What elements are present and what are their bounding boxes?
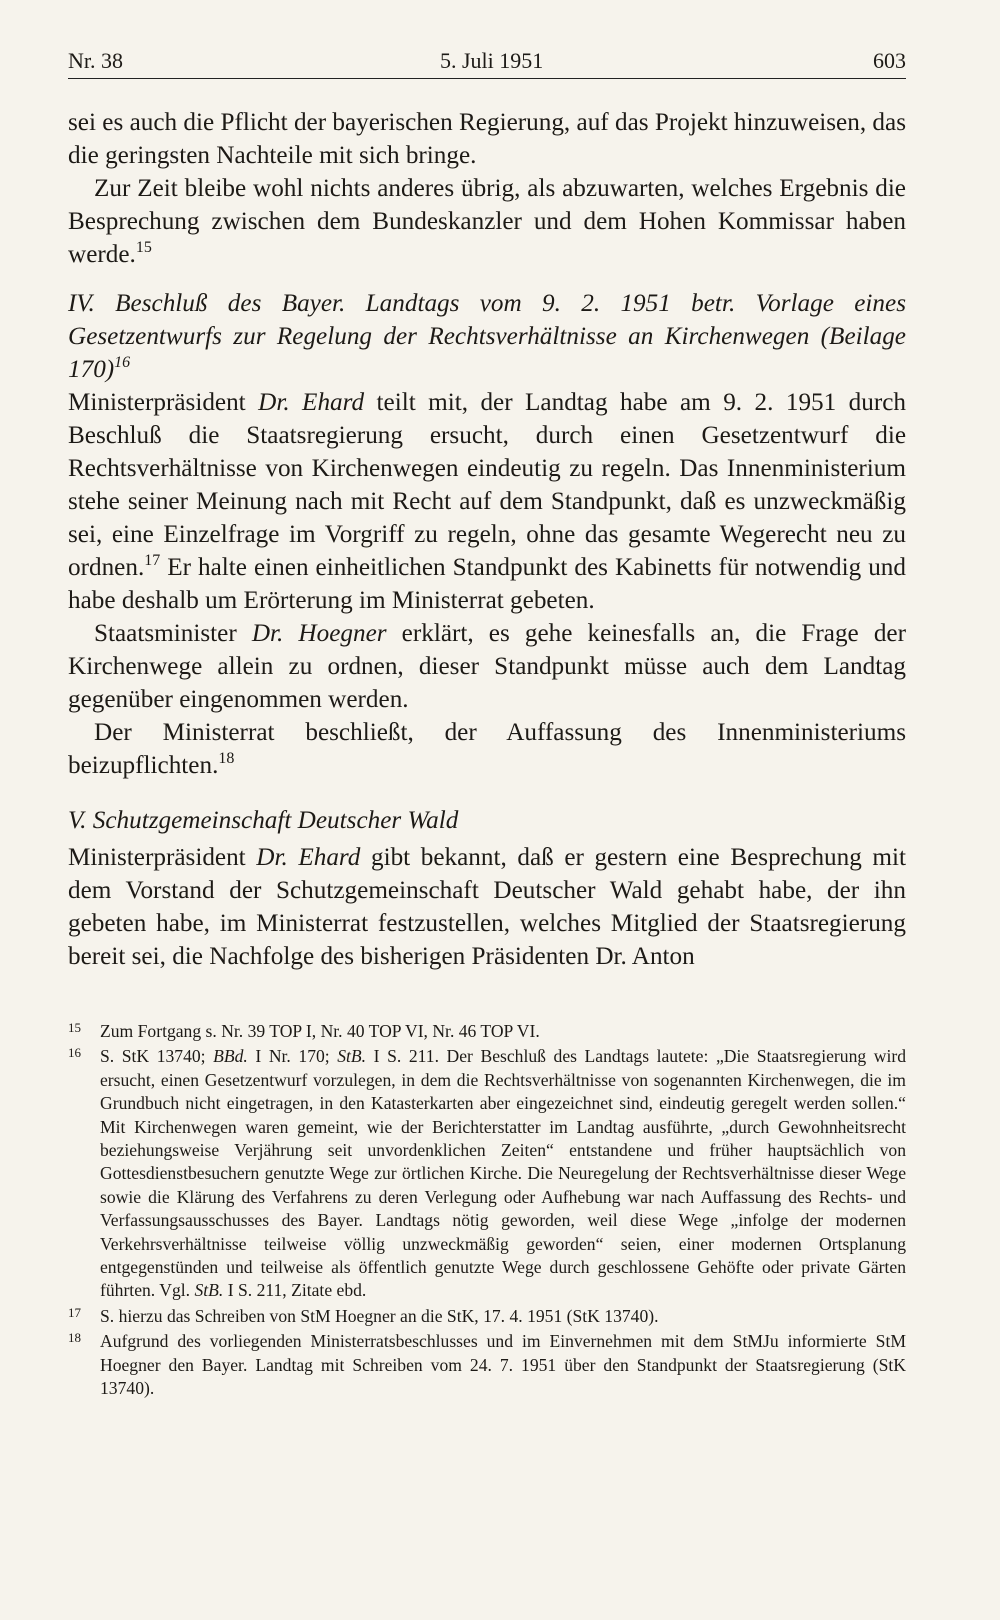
section-heading-v: V. Schutzgemeinschaft Deutscher Wald bbox=[68, 807, 459, 834]
running-header bbox=[68, 44, 906, 79]
section-heading-iv: IV. Beschluß des Bayer. Landtags vom 9. 2. 1951 betr. Vorlage eines Gesetzentwurfs zur Regelung der Rechtsverhältnisse an Kirchenwegen (Beilage 170)$^{16}$ bbox=[68, 290, 906, 383]
footnotes bbox=[68, 1020, 906, 1403]
footnote-ref: 15 bbox=[135, 239, 152, 256]
page-number: 603 bbox=[873, 48, 906, 73]
footnote-ref: 18 bbox=[218, 750, 235, 767]
paragraph: Zur Zeit bleibe wohl nichts anderes übrig, als abzuwarten, welches Ergebnis die Besprechung zwischen dem Bundeskanzler und dem Hohen Kommissar haben werde.$^{15}$ bbox=[68, 175, 906, 268]
footnote-ref: 17 bbox=[144, 552, 161, 569]
footnote: 18 Aufgrund des vorliegenden Ministerratsbeschlusses und im Einvernehmen mit dem StMJu informierte StM Hoegner den Bayer. Landtag mit Schreiben vom 24. 7. 1951 über den Standpunkt der Staatsregierung (StK 13740). bbox=[68, 1330, 906, 1399]
speaker-name: Dr. Ehard bbox=[258, 389, 365, 416]
resolution: Der Ministerrat beschließt, der Auffassung des Innenministeriums beizupflichten.$^{18}$ bbox=[68, 719, 906, 779]
footnote: 17 S. hierzu das Schreiben von StM Hoegner an die StK, 17. 4. 1951 (StK 13740). bbox=[68, 1304, 659, 1326]
document-number: Nr. 38 bbox=[68, 48, 123, 73]
paragraph: sei es auch die Pflicht der bayerischen Regierung, auf das Projekt hinzuweisen, das die geringsten Nachteile mit sich bringe. bbox=[68, 109, 906, 169]
footnote: 15 Zum Fortgang s. Nr. 39 TOP I, Nr. 40 TOP VI, Nr. 46 TOP VI. bbox=[68, 1020, 540, 1041]
footnote-ref: 16 bbox=[114, 354, 131, 371]
speaker-name: Dr. Ehard bbox=[256, 844, 361, 871]
footnote: 16 S. StK 13740; BBd. I Nr. 170; StB. I S. 211. Der Beschluß des Landtags lautete: „Die Staatsregierung wird ersucht, einen Gesetzentwurf vorzulegen, in dem die Rechtsverhältnisse von sogenannten Kirchenwegen, die im Grundbuch nicht eingetragen, in den Katasterkarten aber eingezeichnet sind, eindeutig geregelt werden sollen.“ Mit Kirchenwegen waren gemeint, wie der Berichterstatter im Landtag ausführte, „durch Gewohnheitsrecht beziehungsweise Verjährung seit unvordenklichen Zeiten“ entstandene und früher hauptsächlich von Gottesdienstbesuchern genutzte Wege zur örtlichen Kirche. Die Neuregelung der Rechtsverhältnisse dieser Wege sowie die Klärung des Verfahrens zu deren Verlegung oder Aufhebung war nach Auffassung des Rechts- und Verfassungsausschusses des Bayer. Landtags nötig geworden, weil diese Wege „infolge der modernen Verkehrsverhältnisse teilweise völlig unzweckmäßig geworden“ seien, einer modernen Ortsplanung entgegenstünden und teilweise als öffentlich genutzte Wege durch geschlossene Gehöfte oder private Gärten führten. Vgl. StB. I S. 211, Zitate ebd. bbox=[68, 1045, 906, 1301]
session-date: 5. Juli 1951 bbox=[440, 48, 544, 73]
paragraph: Staatsminister Dr. Hoegner erklärt, es gehe keinesfalls an, die Frage der Kirchenwege allein zu ordnen, dieser Standpunkt müsse auch dem Landtag gegenüber eingenommen werden. bbox=[68, 620, 906, 713]
paragraph: Ministerpräsident Dr. Ehard gibt bekannt, daß er gestern eine Besprechung mit dem Vorstand der Schutzgemeinschaft Deutscher Wald gehabt habe, der ihn gebeten habe, im Ministerrat festzustellen, welches Mitglied der Staatsregierung bereit sei, die Nachfolge des bisherigen Präsidenten Dr. Anton bbox=[68, 844, 906, 970]
paragraph: Ministerpräsident Dr. Ehard teilt mit, der Landtag habe am 9. 2. 1951 durch Beschluß die Staatsregierung ersucht, durch einen Gesetzentwurf die Rechtsverhältnisse von Kirchenwegen eindeutig zu regeln. Das Innenministerium stehe seiner Meinung nach mit Recht auf dem Standpunkt, daß es unzweckmäßig sei, eine Einzelfrage im Vorgriff zu regeln, ohne das gesamte Wegerecht neu zu ordnen.$^{17}$ Er halte einen einheitlichen Standpunkt des Kabinetts für notwendig und habe deshalb um Erörterung im Ministerrat gebeten. bbox=[68, 389, 907, 614]
main-text bbox=[68, 106, 906, 973]
speaker-name: Dr. Hoegner bbox=[251, 620, 387, 647]
